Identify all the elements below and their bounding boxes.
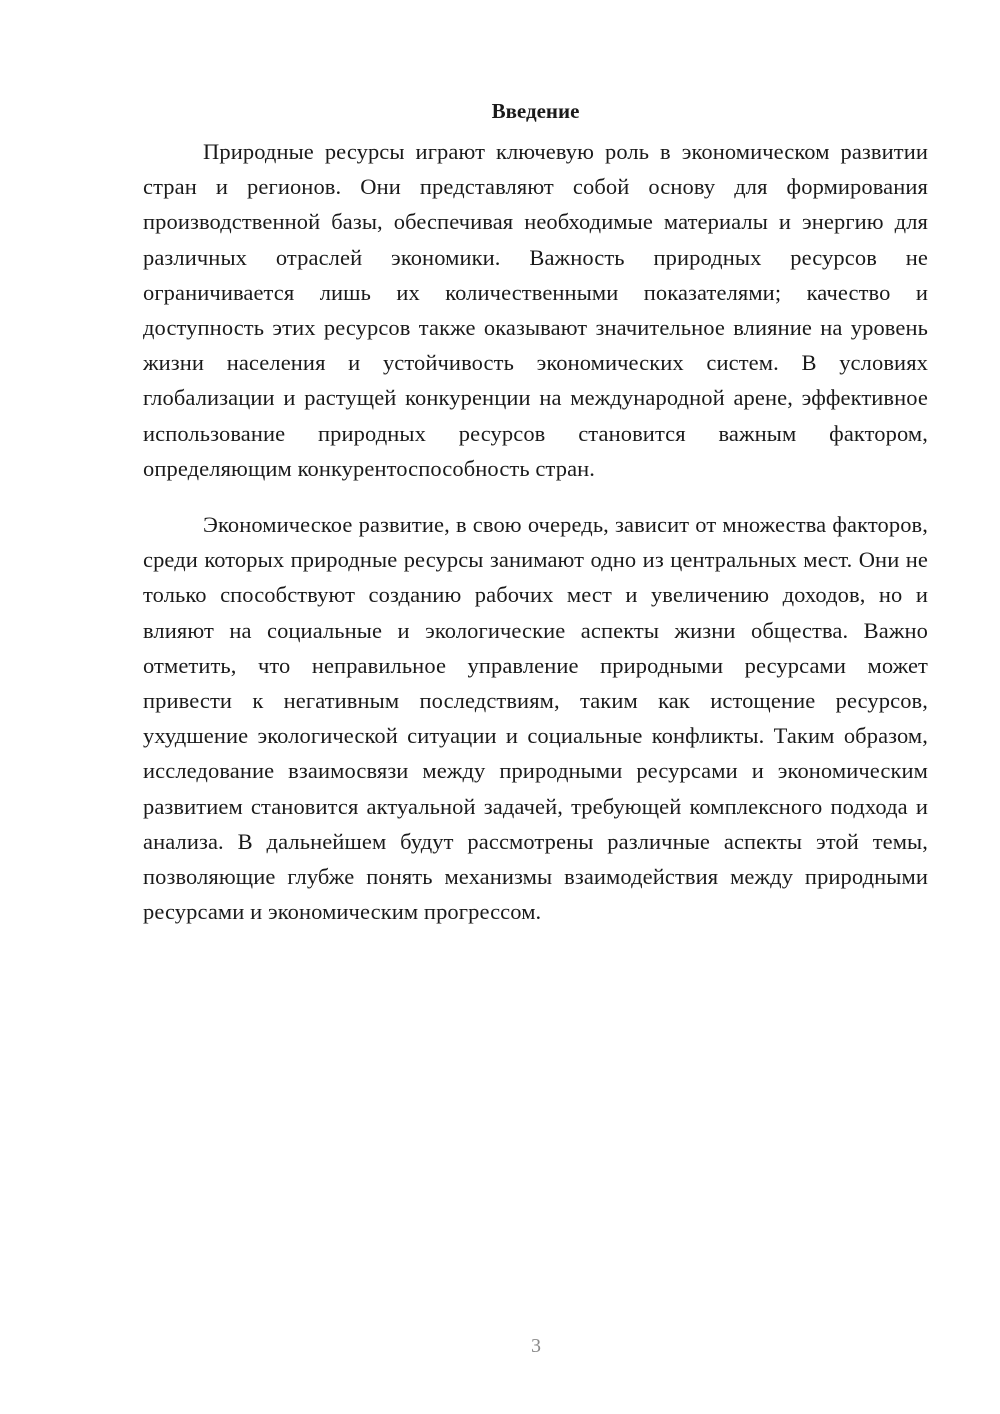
paragraph-intro: Природные ресурсы играют ключевую роль в экономическом развитии стран и регионов. Они представляют собой основу для формирования производственной базы, обеспечивая необходимые материалы и энергию для различных отраслей экономики. Важность природных ресурсов не ограничивается лишь их количественными показателями; качество и доступность этих ресурсов также оказывают значительное влияние на уровень жизни населения и устойчивость экономических систем. В условиях глобализации и растущей конкуренции на международной арене, эффективное использование природных ресурсов становится важным фактором, определяющим конкурентоспособность стран. bbox=[143, 139, 928, 481]
paragraph-economic-development: Экономическое развитие, в свою очередь, зависит от множества факторов, среди которых природные ресурсы занимают одно из центральных мест. Они не только способствуют созданию рабочих мест и увеличению доходов, но и влияют на социальные и экологические аспекты жизни общества. Важно отметить, что неправильное управление природными ресурсами может привести к негативным последствиям, таким как истощение ресурсов, ухудшение экологической ситуации и социальные конфликты. Таким образом, исследование взаимосвязи между природными ресурсами и экономическим развитием становится актуальной задачей, требующей комплексного подхода и анализа. В дальнейшем будут рассмотрены различные аспекты этой темы, позволяющие глубже понять механизмы взаимодействия между природными ресурсами и экономическим прогрессом. bbox=[143, 512, 928, 925]
page-content bbox=[143, 96, 928, 929]
section-heading: Введение bbox=[491, 99, 580, 123]
page-number: 3 bbox=[531, 1335, 541, 1357]
